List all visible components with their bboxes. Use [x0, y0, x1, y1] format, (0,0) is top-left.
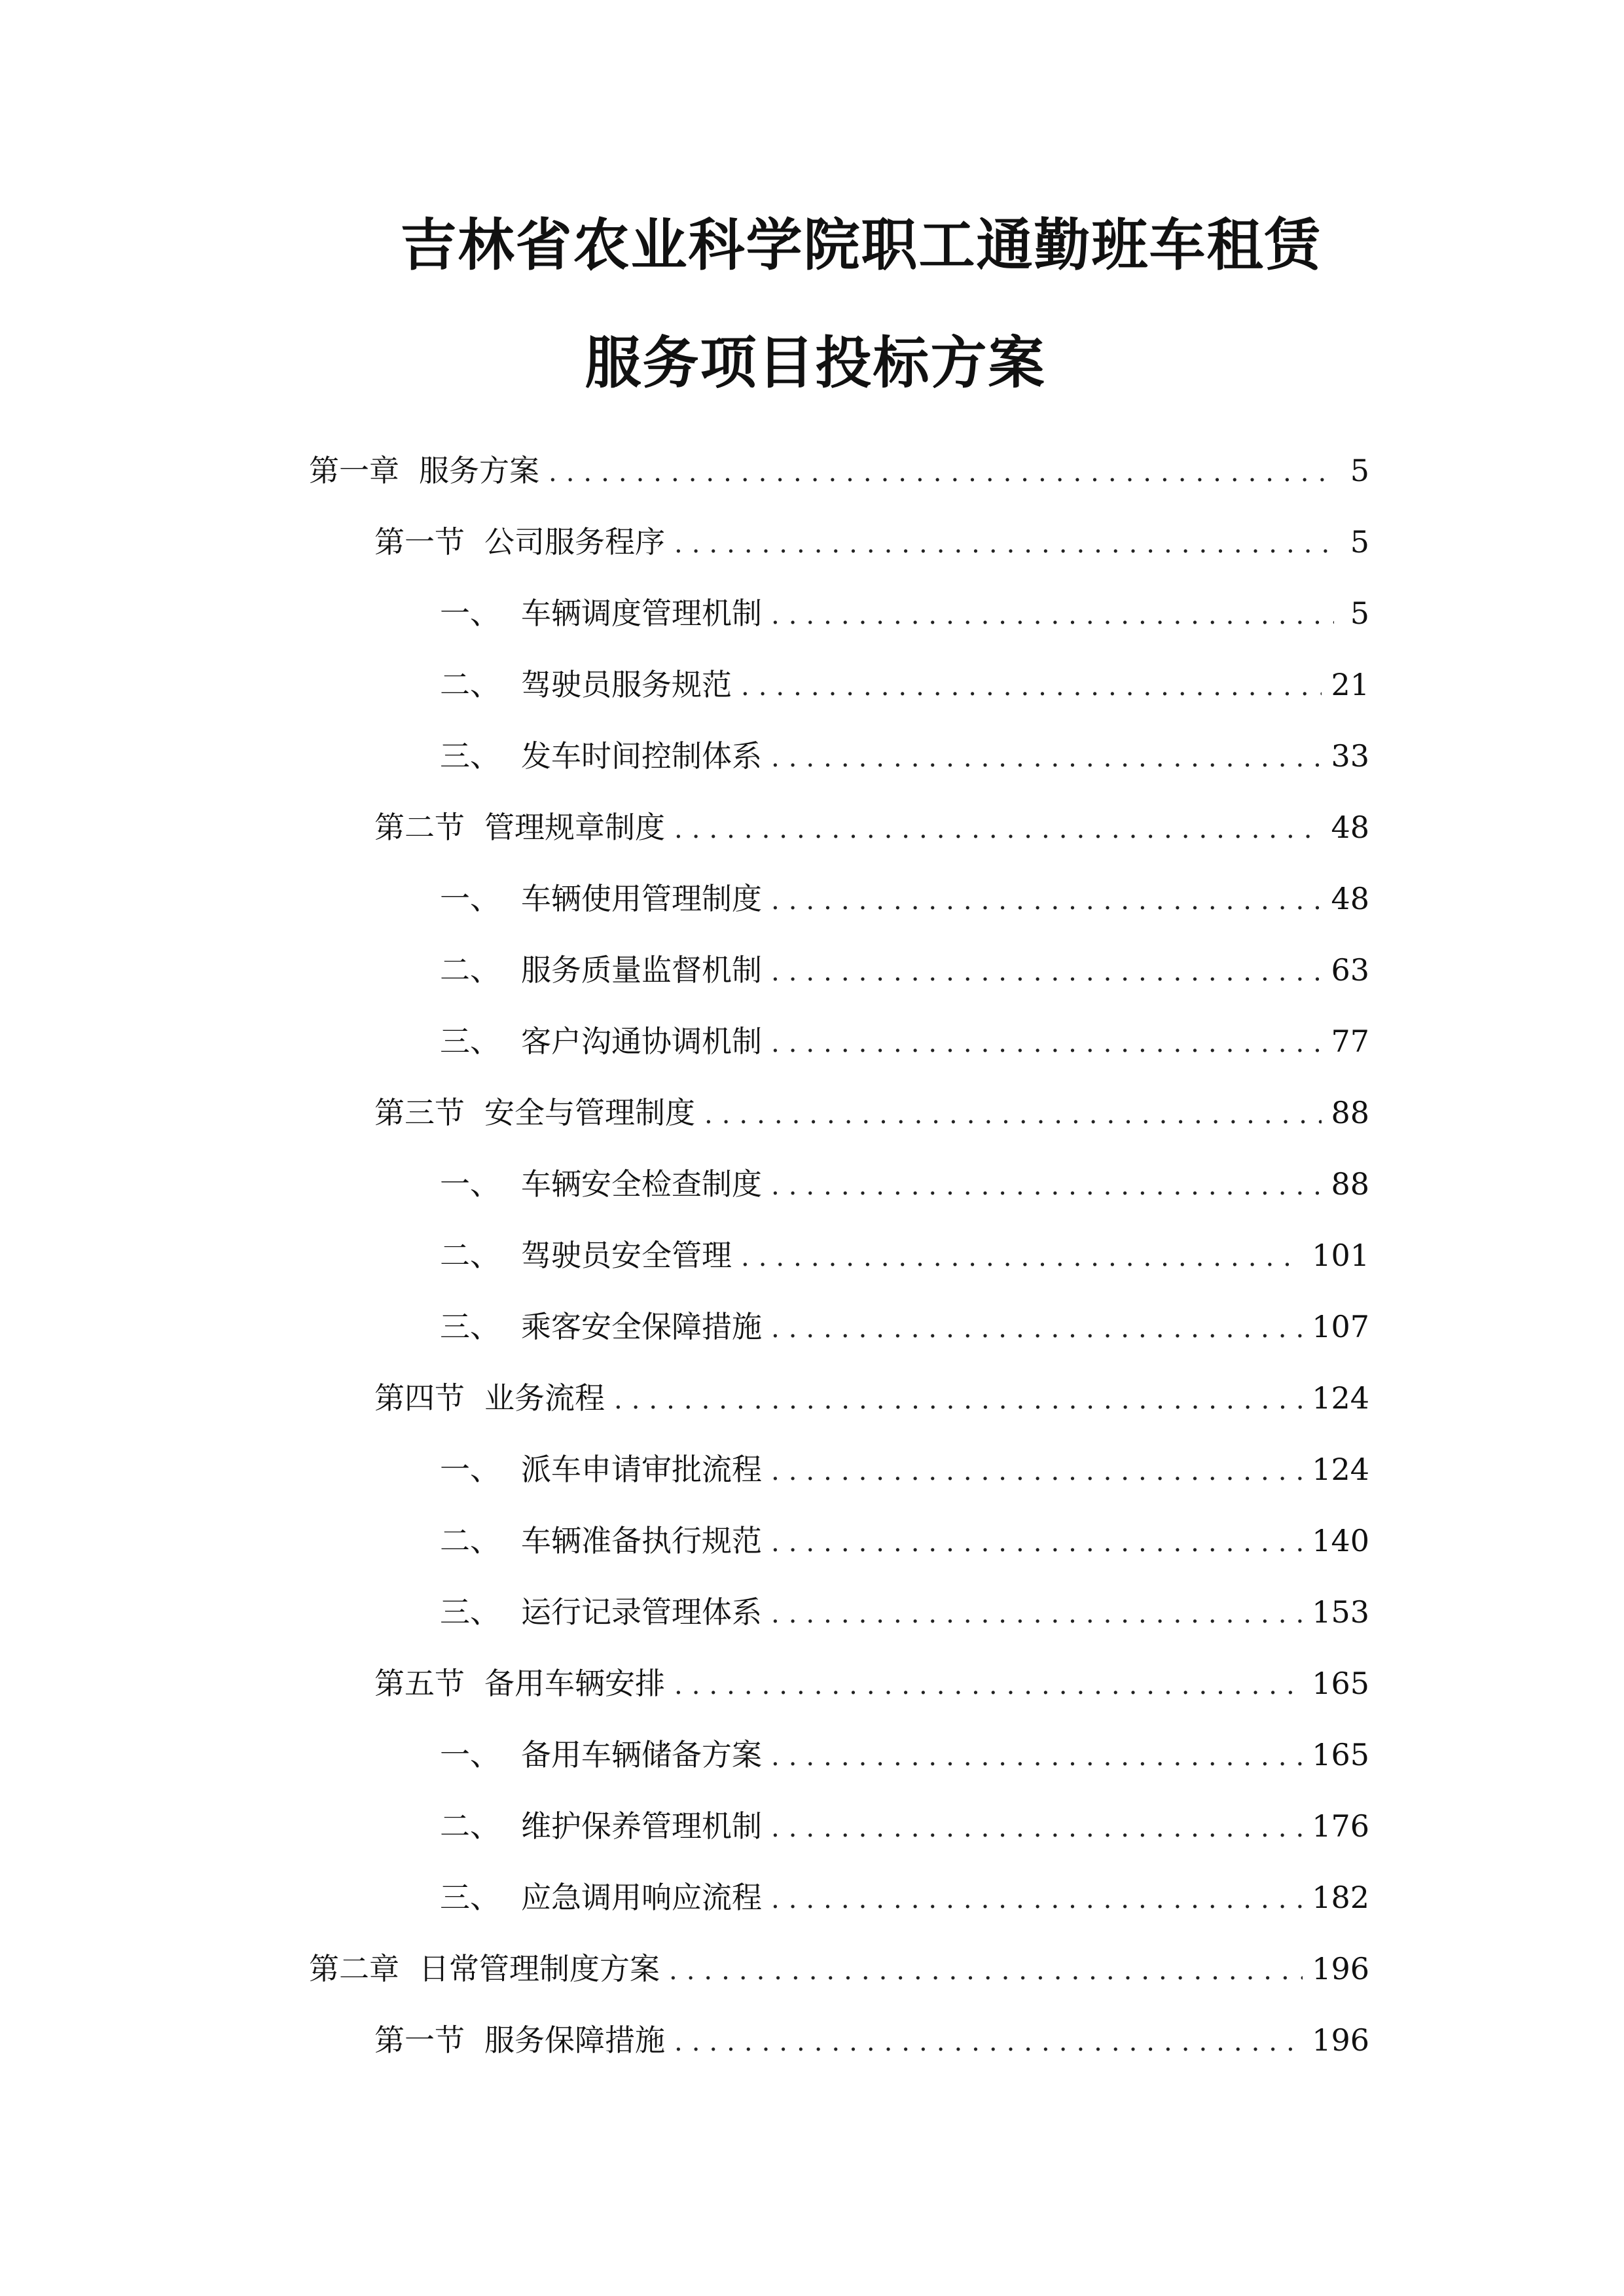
toc-entry-title: 备用车辆安排 — [484, 1666, 665, 1701]
toc-entry-page-number: 5 — [1350, 596, 1369, 631]
toc-entry-title: 乘客安全保障措施 — [521, 1309, 762, 1344]
toc-entry-title: 管理规章制度 — [484, 810, 665, 845]
toc-entry-page-number: 5 — [1350, 524, 1369, 560]
toc-entry-number: 第二节 — [374, 810, 465, 845]
toc-entry-title: 服务保障措施 — [484, 2022, 665, 2058]
toc-entry-title: 备用车辆储备方案 — [521, 1737, 762, 1772]
toc-entry-number: 三、 — [440, 1880, 500, 1915]
toc-entry-title: 应急调用响应流程 — [521, 1880, 762, 1915]
toc-entry-number: 第一章 — [309, 453, 399, 488]
toc-entry-title: 公司服务程序 — [484, 524, 665, 560]
toc-dot-leader — [549, 437, 1334, 509]
toc-entry[interactable] — [309, 507, 1369, 578]
toc-entry-page-number: 48 — [1331, 810, 1369, 845]
toc-entry-number: 第二章 — [309, 1951, 399, 1986]
toc-entry-page-number: 176 — [1312, 1808, 1369, 1844]
toc-dot-leader — [771, 580, 1334, 651]
table-of-contents — [309, 435, 1369, 2076]
toc-entry-title: 车辆准备执行规范 — [521, 1523, 762, 1558]
toc-entry[interactable] — [309, 1933, 1369, 2005]
toc-entry-page-number: 196 — [1312, 1951, 1369, 1986]
document-title-line-1: 吉林省农业科学院职工通勤班车租赁 — [400, 213, 1322, 278]
toc-entry-number: 一、 — [440, 1452, 500, 1487]
toc-dot-leader — [771, 1721, 1303, 1793]
toc-entry-title: 客户沟通协调机制 — [521, 1024, 762, 1059]
toc-entry[interactable] — [309, 1434, 1369, 1505]
toc-entry-page-number: 48 — [1331, 881, 1369, 916]
toc-entry-number: 三、 — [440, 1594, 500, 1630]
toc-entry[interactable] — [309, 1505, 1369, 1577]
toc-dot-leader — [771, 1507, 1303, 1579]
document-title-line-2: 服务项目投标方案 — [585, 331, 1046, 396]
toc-entry-page-number: 88 — [1331, 1095, 1369, 1130]
toc-entry-title: 驾驶员安全管理 — [521, 1238, 732, 1273]
toc-entry-page-number: 153 — [1312, 1594, 1369, 1630]
toc-dot-leader — [771, 1436, 1303, 1507]
toc-entry-number: 二、 — [440, 667, 500, 702]
toc-entry-number: 二、 — [440, 1808, 500, 1844]
toc-dot-leader — [771, 937, 1322, 1008]
toc-entry[interactable] — [309, 1577, 1369, 1648]
toc-entry-number: 一、 — [440, 596, 500, 631]
toc-dot-leader — [771, 723, 1322, 794]
toc-dot-leader — [614, 1365, 1303, 1436]
toc-entry-title: 发车时间控制体系 — [521, 738, 762, 774]
toc-entry-page-number: 165 — [1312, 1666, 1369, 1701]
toc-dot-leader — [674, 794, 1322, 865]
toc-entry-title: 驾驶员服务规范 — [521, 667, 732, 702]
toc-entry-page-number: 196 — [1312, 2022, 1369, 2058]
toc-entry-page-number: 140 — [1312, 1523, 1369, 1558]
toc-entry-page-number: 77 — [1331, 1024, 1369, 1059]
toc-entry-page-number: 165 — [1312, 1737, 1369, 1772]
toc-entry[interactable] — [309, 1363, 1369, 1434]
toc-entry-number: 二、 — [440, 952, 500, 988]
toc-entry-title: 车辆使用管理制度 — [521, 881, 762, 916]
toc-entry-title: 业务流程 — [484, 1380, 605, 1416]
toc-entry-number: 二、 — [440, 1238, 500, 1273]
toc-entry[interactable] — [309, 649, 1369, 721]
toc-entry-page-number: 33 — [1331, 738, 1369, 774]
toc-entry-number: 三、 — [440, 1024, 500, 1059]
toc-entry[interactable] — [309, 435, 1369, 507]
toc-entry-page-number: 124 — [1312, 1452, 1369, 1487]
toc-dot-leader — [771, 1151, 1322, 1222]
toc-dot-leader — [674, 1650, 1303, 1721]
toc-dot-leader — [674, 509, 1334, 580]
toc-dot-leader — [771, 1008, 1322, 1079]
toc-entry-page-number: 107 — [1312, 1309, 1369, 1344]
toc-entry[interactable] — [309, 1719, 1369, 1791]
toc-entry[interactable] — [309, 1862, 1369, 1933]
toc-dot-leader — [704, 1079, 1322, 1151]
toc-dot-leader — [771, 1579, 1303, 1650]
toc-entry-title: 安全与管理制度 — [484, 1095, 695, 1130]
toc-entry[interactable] — [309, 1648, 1369, 1719]
toc-entry-number: 三、 — [440, 738, 500, 774]
toc-dot-leader — [771, 1793, 1303, 1864]
toc-entry-page-number: 182 — [1312, 1880, 1369, 1915]
toc-entry[interactable] — [309, 1149, 1369, 1220]
toc-entry[interactable] — [309, 1791, 1369, 1862]
toc-entry-number: 第四节 — [374, 1380, 465, 1416]
toc-entry-title: 派车申请审批流程 — [521, 1452, 762, 1487]
toc-entry-number: 一、 — [440, 1166, 500, 1202]
toc-dot-leader — [741, 1222, 1303, 1293]
toc-dot-leader — [669, 1935, 1303, 2007]
toc-dot-leader — [771, 1864, 1303, 1935]
toc-entry-number: 第一节 — [374, 2022, 465, 2058]
toc-entry-page-number: 21 — [1331, 667, 1369, 702]
toc-entry-number: 一、 — [440, 881, 500, 916]
toc-entry-title: 车辆调度管理机制 — [521, 596, 762, 631]
toc-entry-number: 第三节 — [374, 1095, 465, 1130]
toc-entry-title: 运行记录管理体系 — [521, 1594, 762, 1630]
toc-entry-number: 第一节 — [374, 524, 465, 560]
toc-entry[interactable] — [309, 935, 1369, 1006]
toc-entry-number: 三、 — [440, 1309, 500, 1344]
toc-entry-title: 日常管理制度方案 — [419, 1951, 660, 1986]
toc-entry-title: 车辆安全检查制度 — [521, 1166, 762, 1202]
toc-entry[interactable] — [309, 2005, 1369, 2076]
toc-entry[interactable] — [309, 792, 1369, 863]
toc-entry[interactable] — [309, 721, 1369, 792]
toc-entry-title: 服务方案 — [419, 453, 539, 488]
toc-entry[interactable] — [309, 578, 1369, 649]
toc-entry-title: 服务质量监督机制 — [521, 952, 762, 988]
toc-entry[interactable] — [309, 863, 1369, 935]
toc-entry-number: 一、 — [440, 1737, 500, 1772]
toc-entry-title: 维护保养管理机制 — [521, 1808, 762, 1844]
toc-entry-number: 第五节 — [374, 1666, 465, 1701]
toc-entry-page-number: 63 — [1331, 952, 1369, 988]
toc-entry-page-number: 101 — [1312, 1238, 1369, 1273]
toc-dot-leader — [674, 2007, 1303, 2078]
toc-entry-page-number: 124 — [1312, 1380, 1369, 1416]
toc-entry[interactable] — [309, 1220, 1369, 1291]
toc-entry[interactable] — [309, 1077, 1369, 1149]
toc-entry[interactable] — [309, 1006, 1369, 1077]
toc-dot-leader — [771, 865, 1322, 937]
toc-entry[interactable] — [309, 1291, 1369, 1363]
toc-entry-number: 二、 — [440, 1523, 500, 1558]
toc-dot-leader — [741, 651, 1322, 723]
toc-entry-page-number: 88 — [1331, 1166, 1369, 1202]
toc-dot-leader — [771, 1293, 1303, 1365]
toc-entry-page-number: 5 — [1350, 453, 1369, 488]
